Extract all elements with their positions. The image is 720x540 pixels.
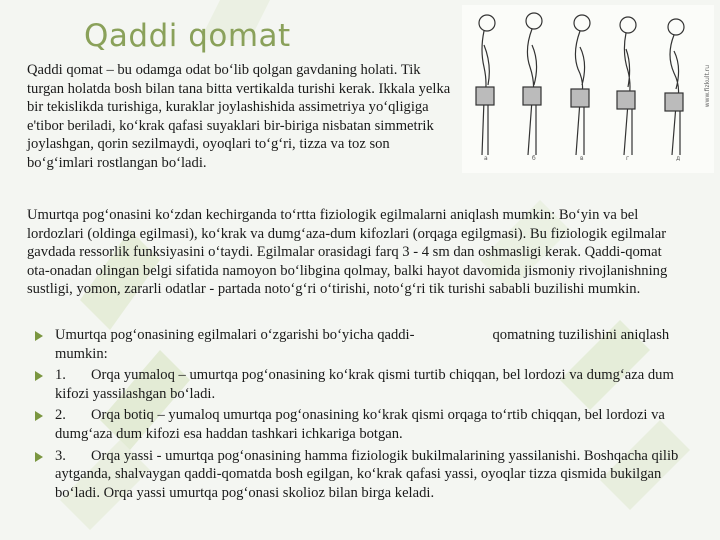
bullet-text: Orqa botiq – yumaloq umurtqa pog‘onasining ko‘krak qismi orqaga to‘rtib chiqqan, bel lordozi va dumg‘aza dum kifozi esa haddan tashkari ichkariga botgan. [55, 407, 665, 442]
bullet-arrow-icon [35, 411, 43, 421]
bullet-arrow-icon [35, 452, 43, 462]
bullet-text: Orqa yassi - umurtqa pog‘onasining hamma fiziologik bukilmalarining yassilanishi. Boshqacha qilib aytganda, shalvaygan qaddi-qomatda bosh egilgan, ko‘krak qafasi yassi, oyoqlar tizza qismida bukilgan bo‘ladi. Orqa yassi umurtqa pog‘onasi skolioz bilan birga keladi. [55, 447, 679, 501]
figure-caption: б [532, 155, 536, 162]
figure-caption: a [484, 155, 488, 162]
figure-caption: в [580, 155, 584, 162]
bullet-text: Umurtqa pog‘onasining egilmalari o‘zgarishi bo‘yicha qaddi- [55, 327, 415, 343]
slide-title: Qaddi qomat [84, 18, 291, 54]
posture-illustration [462, 5, 714, 173]
bullet-list [35, 326, 685, 505]
bullet-arrow-icon [35, 371, 43, 381]
figure-caption: г [626, 155, 630, 162]
list-item [35, 406, 685, 443]
bullet-number: 1. [55, 367, 66, 384]
list-item [35, 366, 685, 403]
list-item [35, 326, 685, 363]
bullet-number: 2. [55, 407, 66, 424]
bullet-text: Orqa yumaloq – umurtqa pog‘onasining ko‘krak qismi turtib chiqqan, bel lordozi va dumg‘aza dum kifozi yassilashgan bo‘ladi. [55, 367, 674, 402]
bullet-text-continued: qomatning tuzilishini aniqlash mumkin: [55, 327, 670, 362]
figure-source: www.fizkult.ru [704, 65, 711, 108]
posture-figures [462, 5, 714, 173]
list-item [35, 447, 685, 503]
intro-paragraph: Qaddi qomat – bu odamga odat bo‘lib qolgan gavdaning holati. Tik turgan holatda bosh bilan tana bitta vertikalda turishi kerak. Ikkala yelka bir tekislikda turishiga, kuraklar joylashishida assimetriya yo‘qligiga e'tibor beriladi, ko‘krak qafasi suyaklari bir-biriga nisbatan simmetrik joylashgan, qorin sezilmaydi, oyoqlari to‘g‘ri, tizza va toz son bo‘g‘imlari rostlangan bo‘ladi. [27, 62, 451, 171]
body-paragraph: Umurtqa pog‘onasini ko‘zdan kechirganda to‘rtta fiziologik egilmalarni aniqlash mumkin: Bo‘yin va bel lordozlari (oldinga egilmasi), ko‘krak va dumg‘aza-dum kifozlari (orqaga egilgmasi). Bu fiziologik egilmalar gavdada ressorlik funksiyasini o‘taydi. Egilmalar orasidagi farq 3 - 4 sm dan oshmasligi kerak. Qaddi-qomat ota-onadan olingan belgi sifatida namoyon bo‘libgina qolmay, balki hayot davomida jismoniy rivojlanishning sustligi, yomon, zararli odatlar - partada noto‘g‘ri o‘tirishi, noto‘g‘ri tik turishi sababli buzilishi mumkin. [27, 207, 668, 298]
bullet-number: 3. [55, 447, 66, 464]
figure-caption: д [676, 155, 681, 162]
bullet-arrow-icon [35, 331, 43, 341]
